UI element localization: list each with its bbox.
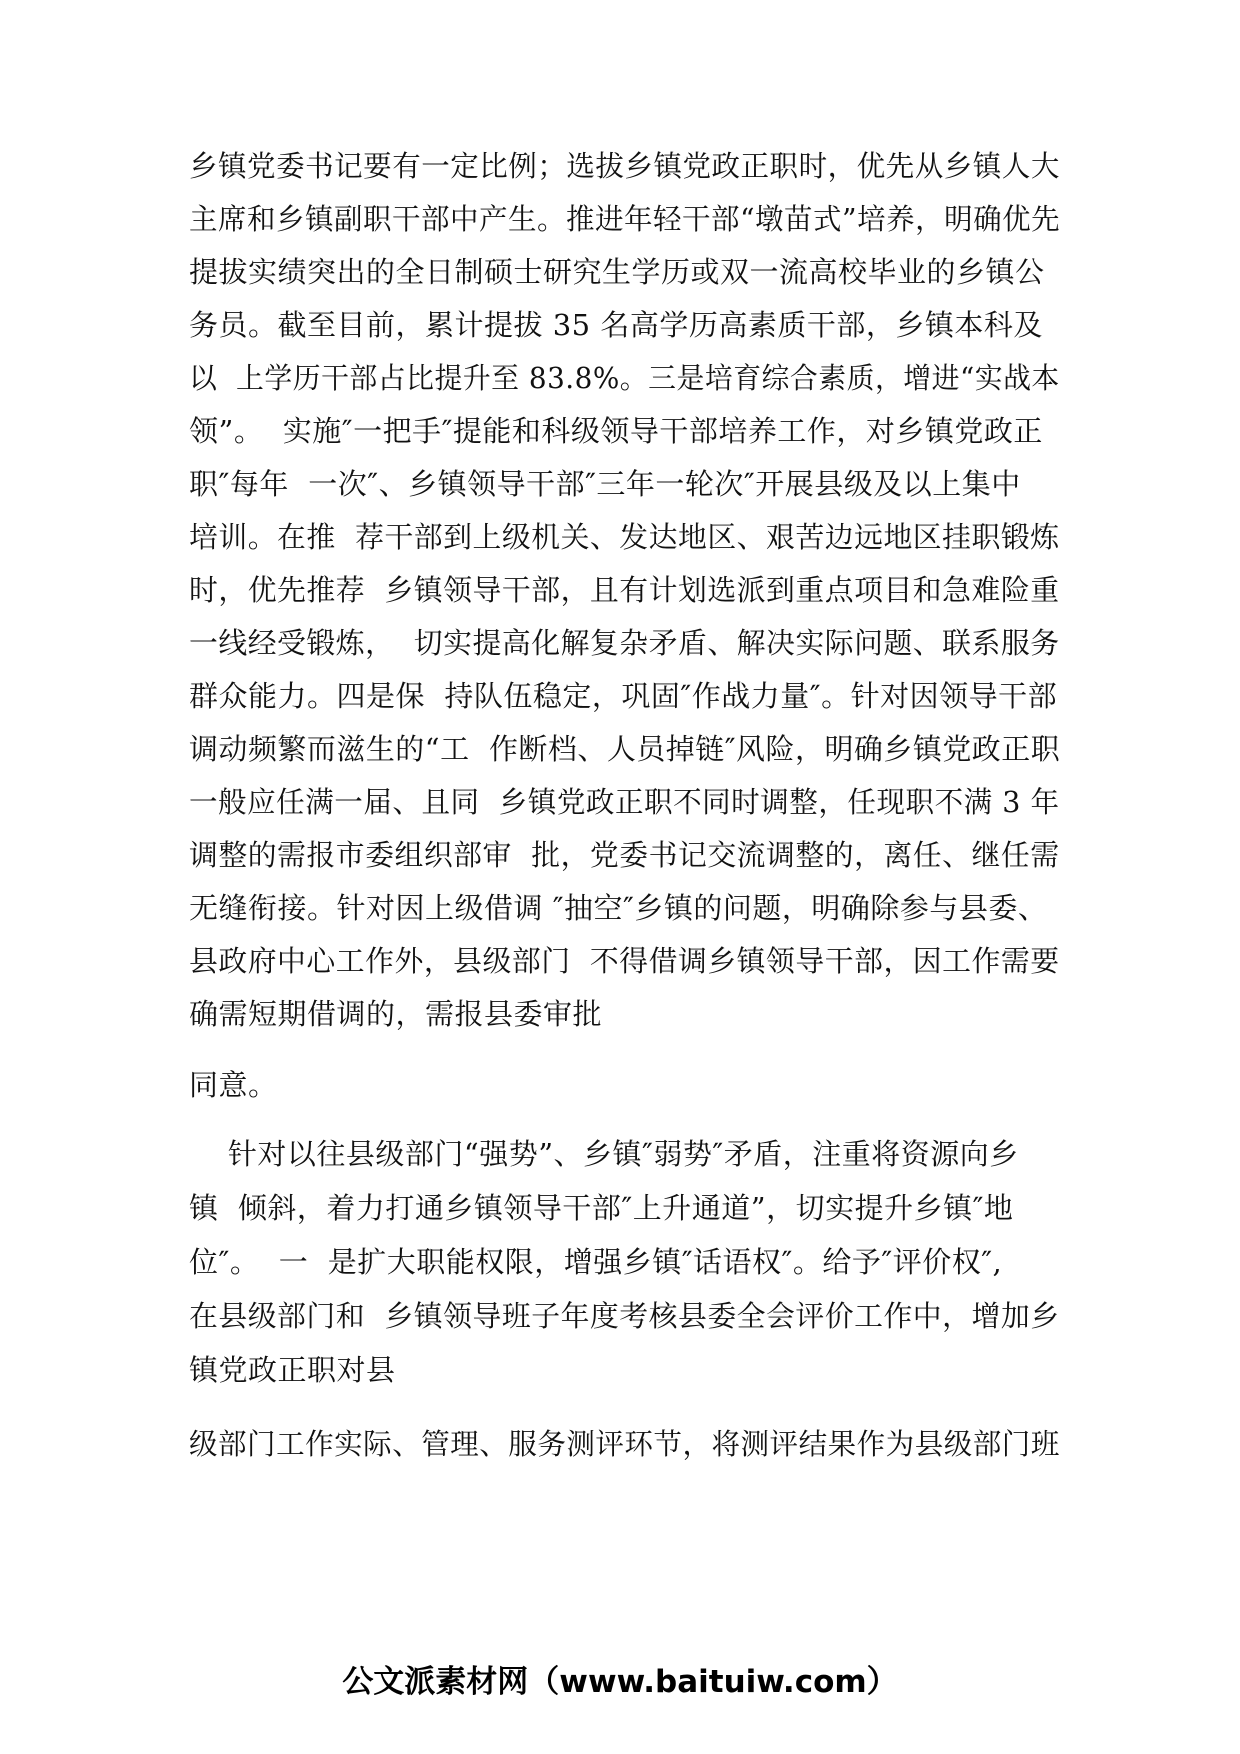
text-line: 在县级部门和 乡镇领导班子年度考核县委全会评价工作中，增加乡	[189, 1299, 1060, 1333]
text-line: 群众能力。四是保 持队伍稳定，巩固″作战力量″。针对因领导干部	[189, 679, 1058, 713]
text-line: 一般应任满一届、且同 乡镇党政正职不同时调整，任现职不满 3 年	[189, 785, 1060, 819]
text-line: 级部门工作实际、管理、服务测评环节，将测评结果作为县级部门班	[189, 1427, 1060, 1461]
text-line: 调动频繁而滋生的“工 作断档、人员掉链″风险，明确乡镇党政正职	[189, 732, 1061, 766]
text-line: 提拔实绩突出的全日制硕士研究生学历或双一流高校毕业的乡镇公	[189, 255, 1045, 289]
text-line: 同意。	[189, 1068, 278, 1102]
text-line: 领”。 实施″一把手″提能和科级领导干部培养工作，对乡镇党政正	[189, 414, 1043, 448]
text-line: 确需短期借调的，需报县委审批	[189, 997, 603, 1031]
text-line: 调整的需报市委组织部审 批，党委书记交流调整的，离任、继任需	[189, 838, 1060, 872]
text-line: 以 上学历干部占比提升至 83.8%。三是培育综合素质，增进“实战本	[189, 361, 1060, 395]
text-line: 针对以往县级部门“强势”、乡镇″弱势″矛盾，注重将资源向乡	[189, 1137, 1019, 1171]
text-line: 无缝衔接。针对因上级借调 ″抽空″乡镇的问题，明确除参与县委、	[189, 891, 1048, 925]
text-line: 时，优先推荐 乡镇领导干部，且有计划选派到重点项目和急难险重	[189, 573, 1060, 607]
text-line: 位″。 一 是扩大职能权限，增强乡镇″话语权″。给予″评价权″,	[189, 1245, 1003, 1279]
text-line: 镇 倾斜，着力打通乡镇领导干部″上升通道”，切实提升乡镇″地	[189, 1191, 1014, 1225]
text-line: 务员。截至目前，累计提拔 35 名高学历高素质干部，乡镇本科及	[189, 308, 1043, 342]
text-line: 主席和乡镇副职干部中产生。推进年轻干部“墩苗式”培养，明确优先	[189, 202, 1061, 236]
text-line: 一线经受锻炼， 切实提高化解复杂矛盾、解决实际问题、联系服务	[189, 626, 1060, 660]
text-line: 县政府中心工作外，县级部门 不得借调乡镇领导干部，因工作需要	[189, 944, 1060, 978]
text-line: 职″每年 一次″、乡镇领导干部″三年一轮次″开展县级及以上集中	[189, 467, 1021, 501]
text-line: 培训。在推 荐干部到上级机关、发达地区、艰苦边远地区挂职锻炼	[189, 520, 1060, 554]
footer-watermark: 公文派素材网（www.baituiw.com）	[342, 1664, 898, 1700]
text-line: 镇党政正职对县	[189, 1353, 396, 1387]
text-line: 乡镇党委书记要有一定比例；选拔乡镇党政正职时，优先从乡镇人大	[189, 149, 1060, 183]
